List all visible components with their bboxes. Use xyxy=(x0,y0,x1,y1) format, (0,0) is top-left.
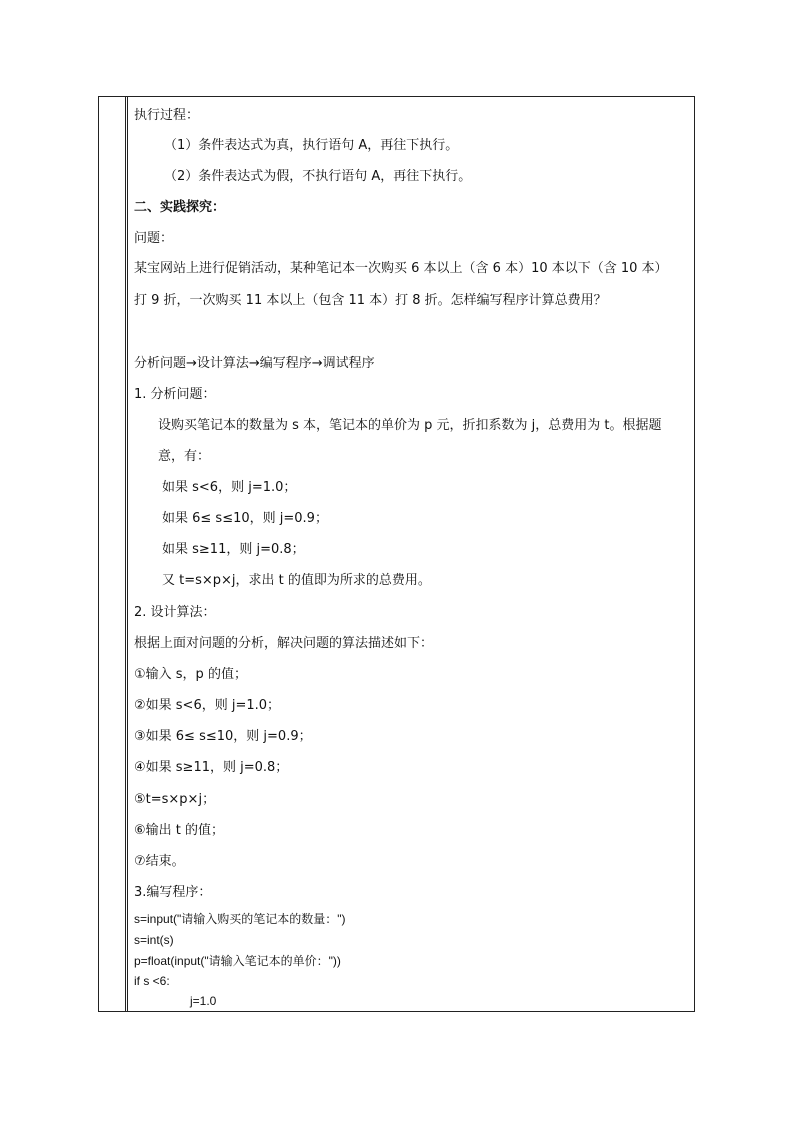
algorithm-step-7: ⑦结束。 xyxy=(134,854,185,869)
step-2-heading: 2. 设计算法： xyxy=(134,605,216,620)
step-3-heading: 3.编写程序： xyxy=(134,885,212,900)
process-step-2: （2）条件表达式为假，不执行语句 A，再往下执行。 xyxy=(164,169,472,184)
algorithm-step-4: ④如果 s≥11，则 j=0.8； xyxy=(134,760,289,775)
algorithm-step-5: ⑤t=s×p×j； xyxy=(134,792,216,807)
left-column xyxy=(99,97,128,1011)
algorithm-step-1: ①输入 s，p 的值； xyxy=(134,667,247,682)
code-line-3: p=float(input("请输入笔记本的单价：")) xyxy=(134,954,341,968)
workflow-text: 分析问题→设计算法→编写程序→调试程序 xyxy=(134,356,375,371)
code-line-5: j=1.0 xyxy=(190,994,217,1008)
analysis-text-1: 设购买笔记本的数量为 s 本，笔记本的单价为 p 元，折扣系数为 j，总费用为 t。根据题 xyxy=(158,418,662,433)
step-1-heading: 1. 分析问题： xyxy=(134,387,216,402)
analysis-text-2: 意，有： xyxy=(158,449,211,464)
problem-text-2: 打 9 折，一次购买 11 本以上（包含 11 本）打 8 折。怎样编写程序计算总费用？ xyxy=(134,293,607,308)
section-heading: 二、实践探究： xyxy=(134,200,226,215)
process-heading: 执行过程： xyxy=(134,108,200,123)
condition-3: 如果 s≥11，则 j=0.8； xyxy=(162,542,305,557)
condition-1: 如果 s<6，则 j=1.0； xyxy=(162,480,297,495)
algorithm-step-6: ⑥输出 t 的值； xyxy=(134,823,225,838)
lesson-table xyxy=(98,96,695,1012)
algorithm-intro: 根据上面对问题的分析，解决问题的算法描述如下： xyxy=(134,636,434,651)
condition-2: 如果 6≤ s≤10，则 j=0.9； xyxy=(162,511,328,526)
formula-text: 又 t=s×p×j，求出 t 的值即为所求的总费用。 xyxy=(162,573,431,588)
process-step-1: （1）条件表达式为真，执行语句 A，再往下执行。 xyxy=(164,138,459,153)
algorithm-step-2: ②如果 s<6，则 j=1.0； xyxy=(134,698,281,713)
problem-heading: 问题： xyxy=(134,231,174,246)
code-line-1: s=input("请输入购买的笔记本的数量：") xyxy=(134,912,346,926)
algorithm-step-3: ③如果 6≤ s≤10，则 j=0.9； xyxy=(134,729,312,744)
code-line-2: s=int(s) xyxy=(134,933,174,947)
problem-text-1: 某宝网站上进行促销活动，某种笔记本一次购买 6 本以上（含 6 本）10 本以下（含 10 本） xyxy=(134,261,668,276)
code-line-4: if s <6: xyxy=(134,974,170,988)
